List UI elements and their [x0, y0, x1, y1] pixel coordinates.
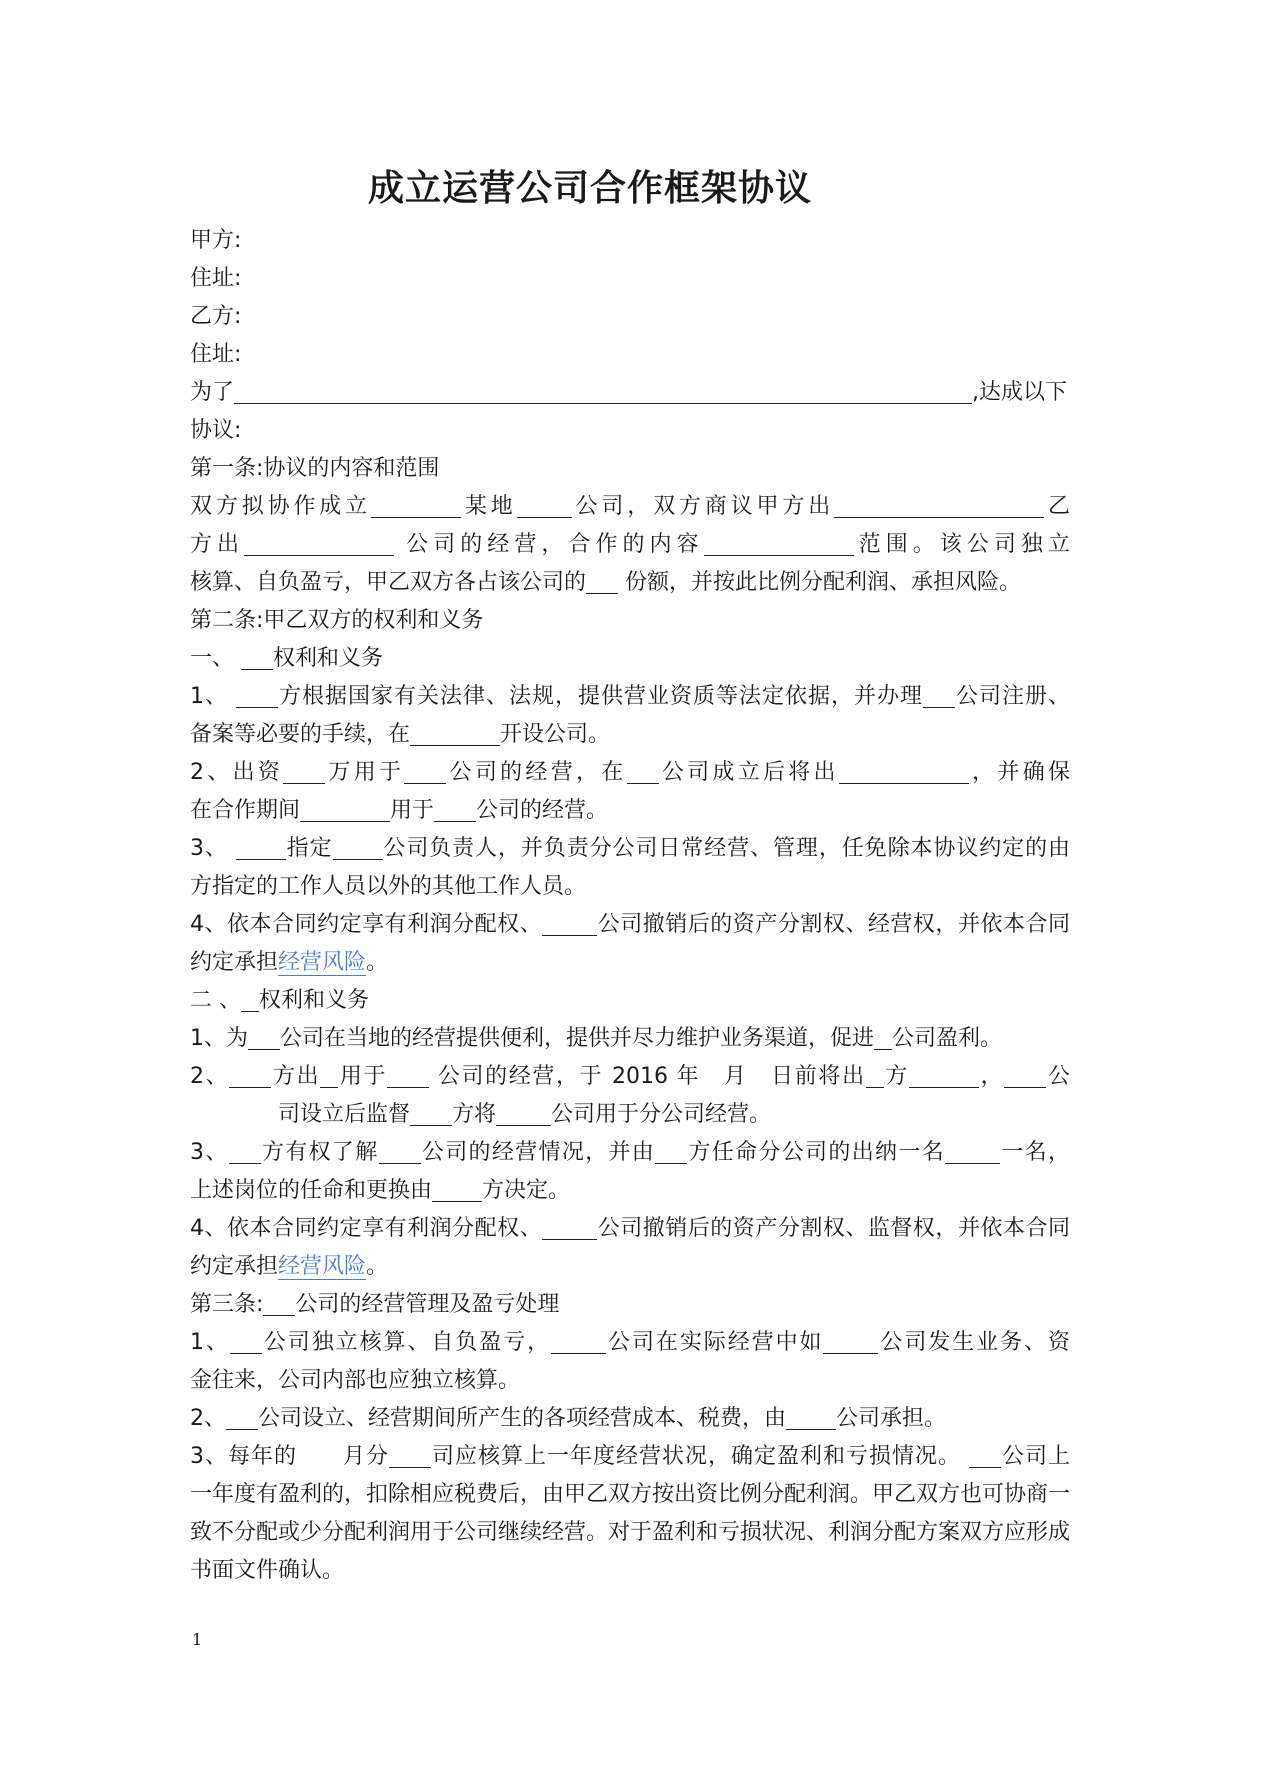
blank-field: [387, 1060, 429, 1088]
clause-3-2-line: [190, 1400, 1070, 1438]
text-span: 公司设立、经营期间所产生的各项经营成本、税费，由: [258, 1406, 787, 1431]
blank-field: [241, 642, 273, 670]
clause-1-3-line-2: 方指定的工作人员以外的其他工作人员。: [190, 874, 587, 899]
text-span: 公司在当地的经营提供便利，提供并尽力维护业务渠道，促进: [280, 1026, 875, 1051]
blank-field: [432, 1174, 482, 1202]
text-span: ，: [979, 1064, 1005, 1089]
clause-2-2-line-1: [190, 1058, 1070, 1096]
text-span: 上述岗位的任命和更换由: [190, 1178, 433, 1203]
blank-field: [823, 1326, 878, 1354]
blank-field: [1004, 1060, 1046, 1088]
blank-field: [371, 490, 461, 518]
text-span: 用于: [390, 798, 435, 823]
article-2-heading: 第二条:甲乙双方的权利和义务: [190, 608, 484, 633]
clause-1-4-line-2: [190, 944, 1070, 982]
text-span: 双方拟协作成立: [190, 494, 372, 519]
blank-field: [379, 1136, 421, 1164]
blank-field: [230, 1326, 262, 1354]
text-span: 备案等必要的手续，在: [190, 722, 411, 747]
blank-field: [229, 1060, 271, 1088]
text-span: 范围。该公司独立: [853, 532, 1070, 557]
page-number: 1: [192, 1630, 203, 1649]
text-span: 开设公司。: [500, 722, 611, 747]
text-span: 4、依本合同约定享有利润分配权、: [190, 1216, 543, 1241]
text-span: ，并确保: [968, 760, 1070, 785]
clause-2-3-line-2: [190, 1172, 1070, 1210]
blank-field: [551, 1326, 606, 1354]
section-2-heading: [190, 982, 1070, 1020]
text-span: 公司的经营，于 2016 年 月 日前将出: [437, 1064, 866, 1089]
blank-field: [969, 1440, 1001, 1468]
party-b-address-line: 住址:: [190, 342, 242, 367]
text-span: 1、: [190, 684, 228, 709]
clause-1-2-line-1: [190, 754, 1070, 792]
text-span: 公司用于分公司经营。: [551, 1102, 772, 1127]
blank-field: [909, 1060, 979, 1088]
text-span: 2、: [190, 1064, 230, 1089]
text-span: 1、: [190, 1330, 230, 1355]
text-span: 乙: [1044, 494, 1070, 519]
text-span: 方任命分公司的出纳一名: [687, 1140, 945, 1165]
text-span: 方根据国家有关法律、法规，提供营业资质等法定依据，并办理: [278, 684, 923, 709]
document-body: [190, 222, 1070, 1590]
text-span: 1、为: [190, 1026, 248, 1051]
text-span: 公司的经营情况，并由: [420, 1140, 656, 1165]
blank-field: [945, 1136, 1000, 1164]
blank-field: [866, 1060, 884, 1088]
blank-field: [229, 1136, 261, 1164]
text-span: 方出: [190, 532, 245, 557]
text-span: 3、: [190, 836, 228, 861]
clause-3-1-line-2: 金往来，公司内部也应独立核算。: [190, 1368, 521, 1393]
blank-field: [404, 756, 446, 784]
text-span: 2、: [190, 1406, 226, 1431]
clause-2-3-line-1: [190, 1134, 1070, 1172]
blank-field: [923, 680, 955, 708]
party-b-line: 乙方:: [190, 304, 242, 329]
blank-field: [244, 528, 394, 556]
blank-field: [786, 1402, 836, 1430]
text-span: 公司的经营，合作的内容: [406, 532, 704, 557]
text-span: 3、: [190, 1140, 229, 1165]
text-span: 公司的经营。: [476, 798, 609, 823]
blank-field: [236, 680, 278, 708]
purpose-line: [190, 374, 1070, 412]
blank-field: [389, 1440, 431, 1468]
clause-3-3-line-2: 一年度有盈利的，扣除相应税费后，由甲乙双方按出资比例分配利润。甲乙双方也可协商一: [190, 1482, 1070, 1507]
clause-1-4-line-1: [190, 906, 1070, 944]
text-span: 司应核算上一年度经营状况，确定盈利和亏损情况。: [431, 1444, 961, 1469]
blank-field: [874, 1022, 892, 1050]
clause-2-2-line-2: [190, 1096, 1070, 1134]
business-risk-link[interactable]: 经营风险: [278, 950, 367, 975]
text-span: 二 、: [190, 988, 241, 1013]
blank-field: [704, 528, 854, 556]
blank-field: [283, 756, 325, 784]
text-span: 公司的经营管理及盈亏处理: [295, 1292, 560, 1317]
blank-field: [333, 832, 383, 860]
text-span: 第三条:: [190, 1292, 264, 1317]
text-span: 方将: [452, 1102, 497, 1127]
purpose-tail-text: ,达成以下: [972, 380, 1068, 405]
clause-3-3-line-3: 致不分配或少分配利润用于公司继续经营。对于盈利和亏损状况、利润分配方案双方应形成: [190, 1520, 1070, 1545]
text-span: 公司撤销后的资产分割权、经营权，并依本合同: [597, 912, 1070, 937]
text-span: 公司盈利。: [892, 1026, 1003, 1051]
text-span: 方决定。: [482, 1178, 571, 1203]
clause-1-1-line-1: [190, 678, 1070, 716]
clause-2-4-line-2: [190, 1248, 1070, 1286]
text-span: 权利和义务: [259, 988, 370, 1013]
text-span: 公司发生业务、资: [878, 1330, 1070, 1355]
text-span: 公司独立核算、自负盈亏，: [261, 1330, 552, 1355]
clause-3-3-line-1: [190, 1438, 1070, 1476]
text-span: 指定: [285, 836, 333, 861]
blank-field: [834, 490, 1044, 518]
text-span: 公: [1046, 1064, 1070, 1089]
text-span: 万用于: [325, 760, 405, 785]
party-a-address-line: 住址:: [190, 266, 242, 291]
blank-field: [234, 376, 972, 404]
text-span: 方: [883, 1064, 910, 1089]
text-span: 公司在实际经营中如: [606, 1330, 824, 1355]
party-a-line: 甲方:: [190, 228, 242, 253]
text-span: 公司负责人，并负责分公司日常经营、管理，任免除本协议约定的由: [382, 836, 1070, 861]
clause-1-1-line-2: [190, 716, 1070, 754]
blank-field: [542, 908, 597, 936]
clause-2-1-line: [190, 1020, 1070, 1058]
clause-1-3-line-1: [190, 830, 1070, 868]
clause-3-1-line-1: [190, 1324, 1070, 1362]
text-span: 用于: [338, 1064, 388, 1089]
blank-field: [410, 718, 500, 746]
blank-field: [263, 1288, 295, 1316]
clause-1-2-line-2: [190, 792, 1070, 830]
blank-field: [248, 1022, 280, 1050]
text-span: 4、依本合同约定享有利润分配权、: [190, 912, 543, 937]
text-span: 3、每年的 月分: [190, 1444, 389, 1469]
document-title: 成立运营公司合作框架协议: [367, 168, 812, 209]
section-1-heading: [190, 640, 1070, 678]
article-3-heading: [190, 1286, 1070, 1324]
blank-field: [517, 490, 572, 518]
text-span: 方出: [271, 1064, 321, 1089]
blank-field: [655, 1136, 687, 1164]
purpose-text: 为了: [190, 380, 235, 405]
article-1-line-1: [190, 488, 1070, 526]
article-1-line-2: [190, 526, 1070, 564]
text-span: 司设立后监督: [278, 1102, 411, 1127]
blank-field: [496, 1098, 551, 1126]
blank-field: [410, 1098, 452, 1126]
text-span: 一名，: [1000, 1140, 1070, 1165]
blank-field: [226, 1402, 258, 1430]
clause-3-3-line-4: 书面文件确认。: [190, 1558, 345, 1583]
blank-field: [236, 832, 286, 860]
text-span: 公司注册、: [954, 684, 1070, 709]
blank-field: [839, 756, 969, 784]
text-span: 公司上: [1000, 1444, 1070, 1469]
text-span: 权利和义务: [273, 646, 384, 671]
text-span: 。: [366, 1254, 389, 1279]
blank-field: [542, 1212, 597, 1240]
text-span: 在合作期间: [190, 798, 301, 823]
text-span: 某地: [461, 494, 517, 519]
text-span: 公司成立后将出: [658, 760, 839, 785]
text-span: 公司，双方商议甲方出: [571, 494, 835, 519]
text-span: 份额，并按此比例分配利润、承担风险。: [625, 570, 1022, 595]
text-span: 方有权了解: [260, 1140, 379, 1165]
article-1-line-3: [190, 564, 1070, 602]
text-span: 约定承担: [190, 1254, 279, 1279]
text-span: 公司的经营，在: [446, 760, 627, 785]
text-span: 核算、自负盈亏，甲乙双方各占该公司的: [190, 570, 587, 595]
blank-field: [586, 566, 618, 594]
text-span: 公司撤销后的资产分割权、监督权，并依本合同: [597, 1216, 1070, 1241]
blank-field: [434, 794, 476, 822]
blank-field: [300, 794, 390, 822]
text-span: 2、出资: [190, 760, 284, 785]
blank-field: [241, 984, 259, 1012]
text-span: 公司承担。: [836, 1406, 947, 1431]
agreement-line: 协议:: [190, 418, 242, 443]
text-span: 一、: [190, 646, 235, 671]
clause-2-4-line-1: [190, 1210, 1070, 1248]
text-span: 约定承担: [190, 950, 279, 975]
blank-field: [627, 756, 659, 784]
blank-field: [320, 1060, 338, 1088]
text-span: 。: [366, 950, 389, 975]
business-risk-link[interactable]: 经营风险: [278, 1254, 367, 1279]
article-1-heading: 第一条:协议的内容和范围: [190, 456, 440, 481]
